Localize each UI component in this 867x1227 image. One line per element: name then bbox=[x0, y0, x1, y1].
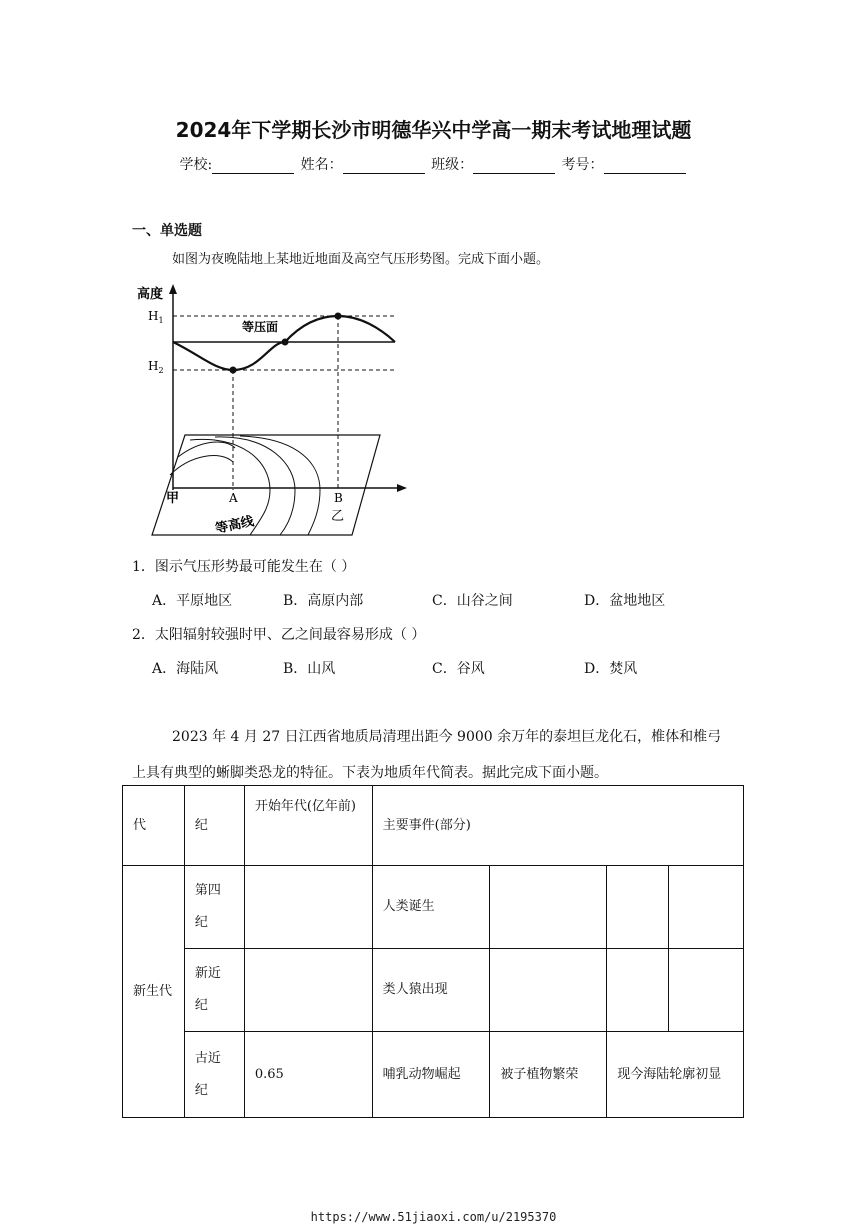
event-cell bbox=[490, 866, 607, 949]
question-intro: 如图为夜晚陆地上某地近地面及高空气压形势图。完成下面小题。 bbox=[172, 252, 550, 267]
header-start: 开始年代(亿年前) bbox=[244, 786, 372, 866]
event-cell bbox=[669, 949, 744, 1032]
contour-label: 等高线 bbox=[214, 514, 256, 537]
header-events: 主要事件(部分) bbox=[372, 786, 743, 866]
passage-line-2: 上具有典型的蜥脚类恐龙的特征。下表为地质年代简表。据此完成下面小题。 bbox=[132, 765, 608, 781]
footer-url[interactable]: https://www.51jiaoxi.com/u/2195370 bbox=[310, 1210, 557, 1224]
contour-line-5 bbox=[170, 456, 233, 475]
name-blank[interactable] bbox=[343, 159, 425, 174]
page-title: 2024年下学期长沙市明德华兴中学高一期末考试地理试题 bbox=[175, 118, 692, 142]
y-axis-label: 高度 bbox=[137, 287, 164, 302]
period-cell: 第四纪 bbox=[184, 866, 244, 949]
h2-label: $H_2$ bbox=[148, 359, 164, 375]
point-a-label: A bbox=[229, 491, 238, 505]
event-cell: 人类诞生 bbox=[372, 866, 490, 949]
student-info bbox=[0, 154, 867, 174]
event-cell: 类人猿出现 bbox=[372, 949, 490, 1032]
question-1-stem: 1．图示气压形势最可能发生在（ ） bbox=[132, 559, 356, 575]
height-axis-arrow-icon bbox=[169, 284, 177, 294]
q1-option-c[interactable]: C．山谷之间 bbox=[432, 593, 513, 609]
start-cell: 0.65 bbox=[244, 1032, 372, 1118]
q2-option-b[interactable]: B．山风 bbox=[283, 661, 336, 677]
jia-label: 甲 bbox=[166, 491, 180, 506]
contour-line-1 bbox=[178, 442, 235, 457]
yi-label: 乙 bbox=[331, 509, 345, 524]
ground-axis-arrow-icon bbox=[397, 484, 407, 492]
period-cell: 新近纪 bbox=[184, 949, 244, 1032]
event-cell bbox=[669, 866, 744, 949]
period-cell: 古近纪 bbox=[184, 1032, 244, 1118]
event-cell bbox=[490, 949, 607, 1032]
start-cell bbox=[244, 866, 372, 949]
header-era: 代 bbox=[123, 786, 185, 866]
question-2-stem: 2．太阳辐射较强时甲、乙之间最容易形成（ ） bbox=[132, 627, 426, 643]
name-label: 姓名： bbox=[300, 157, 343, 173]
school-blank[interactable] bbox=[212, 159, 294, 174]
q2-option-d[interactable]: D．焚风 bbox=[584, 661, 638, 677]
pressure-diagram bbox=[130, 280, 420, 545]
school-label: 学校: bbox=[179, 157, 213, 173]
q2-option-c[interactable]: C．谷风 bbox=[432, 661, 485, 677]
q2-option-a[interactable]: A．海陆风 bbox=[152, 661, 219, 677]
event-cell bbox=[607, 949, 669, 1032]
table-row bbox=[123, 949, 744, 1032]
start-cell bbox=[244, 949, 372, 1032]
geologic-time-table bbox=[122, 785, 744, 1118]
header-period: 纪 bbox=[184, 786, 244, 866]
number-label: 考号： bbox=[561, 157, 604, 173]
isobar-label: 等压面 bbox=[242, 320, 279, 334]
event-cell: 被子植物繁荣 bbox=[490, 1032, 607, 1118]
class-label: 班级： bbox=[431, 157, 474, 173]
mid-point-dot bbox=[282, 339, 289, 346]
number-blank[interactable] bbox=[604, 159, 686, 174]
q1-option-a[interactable]: A．平原地区 bbox=[152, 593, 233, 609]
event-cell bbox=[607, 866, 669, 949]
event-cell: 哺乳动物崛起 bbox=[372, 1032, 490, 1118]
h1-label: $H_1$ bbox=[148, 309, 164, 325]
era-cell: 新生代 bbox=[123, 866, 185, 1118]
point-b-label: B bbox=[334, 491, 343, 505]
passage-line-1: 2023 年 4 月 27 日江西省地质局清理出距今 9000 余万年的泰坦巨龙化石，椎体和椎弓 bbox=[172, 729, 722, 745]
q1-option-d[interactable]: D．盆地地区 bbox=[584, 593, 666, 609]
table-row bbox=[123, 1032, 744, 1118]
ground-plane bbox=[152, 435, 380, 535]
section-heading: 一、单选题 bbox=[132, 223, 202, 239]
table-row bbox=[123, 866, 744, 949]
table-header-row bbox=[123, 786, 744, 866]
class-blank[interactable] bbox=[473, 159, 555, 174]
event-cell: 现今海陆轮廓初显 bbox=[607, 1032, 744, 1118]
q1-option-b[interactable]: B．高原内部 bbox=[283, 593, 364, 609]
